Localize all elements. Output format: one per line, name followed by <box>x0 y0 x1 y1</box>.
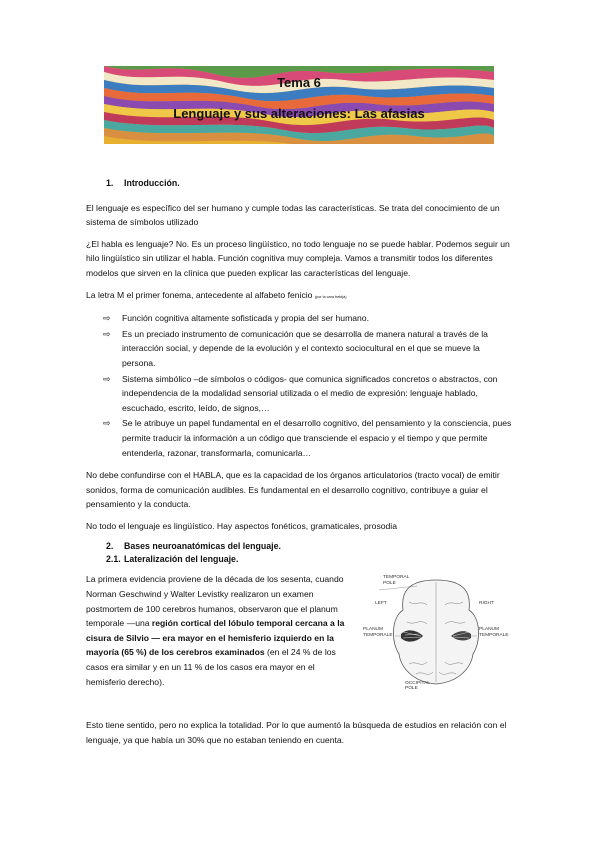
text-with-figure <box>86 572 514 712</box>
section-title: Lateralización del lenguaje. <box>124 554 239 565</box>
subsection-heading-2-1 <box>106 553 514 566</box>
figure-label-planum-right-1: PLANUM <box>479 627 499 633</box>
brain-cross-section-diagram <box>361 572 511 690</box>
section-number: 2.1. <box>106 554 121 565</box>
figure-label-temporal-pole-1: TEMPORAL <box>383 575 410 581</box>
section-heading-2 <box>106 540 514 553</box>
arrow-bullet-icon: ⇨ <box>103 328 111 339</box>
list-item: ⇨ Sistema simbólico –de símbolos o códigos- que comunica significados concretos o abstractos, con independencia de la modalidad sensorial utilizada o el medio de expresión: lenguaje hablado, escuchado, escrito, leído, de signos,… <box>103 373 498 413</box>
figure-label-occipital-pole-2: POLE <box>405 686 418 691</box>
list-item: ⇨ Es un preciado instrumento de comunicación que se desarrolla de manera natural a través de la interacción social, y depende de la evolución y el contexto sociocultural en el que se mueve la persona. <box>103 328 488 368</box>
document-body <box>86 176 514 755</box>
bullet-list <box>86 311 514 460</box>
figure-label-right: RIGHT <box>479 601 494 607</box>
arrow-bullet-icon: ⇨ <box>103 313 111 324</box>
paragraph: No todo el lenguaje es lingüístico. Hay aspectos fonéticos, gramaticales, prosodia <box>86 520 397 531</box>
paragraph: El lenguaje es específico del ser humano y cumple todas las características. Se trata del conocimiento de un sistema de símbolos utilizado <box>86 202 500 228</box>
section-title: Introducción. <box>124 178 180 188</box>
figure-label-occipital-pole-1: OCCIPITAL <box>405 681 430 687</box>
list-item: ⇨ Se le atribuye un papel fundamental en el desarrollo cognitivo, del pensamiento y la consciencia, pues permite traducir la información a un código que transciende el espacio y el tiempo y que permite entenderla, razonar, transformarla, comunicarla… <box>103 418 512 458</box>
footnote-text: (por la cara bebija) <box>314 294 347 299</box>
paragraph: Esto tiene sentido, pero no explica la totalidad. Por lo que aumentó la búsqueda de estudios en relación con el lenguaje, ya que había un 30% que no estaban teniendo en cuenta. <box>86 720 507 746</box>
figure-label-temporal-pole-2: POLE <box>383 581 396 587</box>
section-title: Bases neuroanatómicas del lenguaje. <box>124 541 281 552</box>
figure-label-planum-right-2: TEMPORALE <box>479 633 509 639</box>
section-heading-1 <box>106 176 514 191</box>
brain-planum-temporale-figure <box>361 572 511 690</box>
paragraph: No debe confundirse con el HABLA, que es la capacidad de los órganos articulatorios (tracto vocal) de emitir sonidos, forma de comunicación audibles. Es fundamental en el desarrollo cognitivo, contribuye a guiar el pensamiento y la conducta. <box>86 470 500 510</box>
document-subtitle: Lenguaje y sus alteraciones: Las afasias <box>173 106 425 121</box>
figure-label-planum-left-2: TEMPORALE <box>363 633 393 639</box>
section-number: 2. <box>106 541 114 552</box>
paragraph: La letra M el primer fonema, antecedente al alfabeto fenicio (por la cara bebija) <box>86 289 347 300</box>
paragraph: La primera evidencia proviene de la década de los sesenta, cuando Norman Geschwind y Walter Levistky realizaron un examen postmortem de 100 cerebros humanos, observaron que el planum temporale —una región cortical del lóbulo temporal cercana a la cisura de Silvio — era mayor en el hemisferio izquierdo en la mayoría (65 %) de los cerebros examinados (en el 24 % de los casos era similar y en un 11 % de los casos era mayor en el hemisferio derecho). <box>86 574 345 687</box>
arrow-bullet-icon: ⇨ <box>103 373 111 384</box>
highlighted-text: región cortical del lóbulo temporal cercana a la cisura de Silvio — era mayor en el hemisferio izquierdo en la mayoría (65 %) de los cerebros examinados <box>86 618 345 658</box>
figure-label-planum-left-1: PLANUM <box>363 627 383 633</box>
figure-label-left: LEFT <box>375 601 387 607</box>
paragraph: ¿El habla es lenguaje? No. Es un proceso lingüístico, no todo lenguaje no se puede hablar. Podemos seguir un hilo lingüístico sin utilizar el habla. Función cognitiva muy compleja. Vamos a transmitir todos los diferentes modelos que sirven en la clínica que pueden explicar las características del lenguaje. <box>86 238 510 278</box>
arrow-bullet-icon: ⇨ <box>103 418 111 429</box>
document-title: Tema 6 <box>277 75 321 90</box>
title-banner <box>104 66 494 144</box>
list-item: ⇨ Función cognitiva altamente sofisticada y propia del ser humano. <box>86 311 514 326</box>
section-number: 1. <box>106 178 114 188</box>
